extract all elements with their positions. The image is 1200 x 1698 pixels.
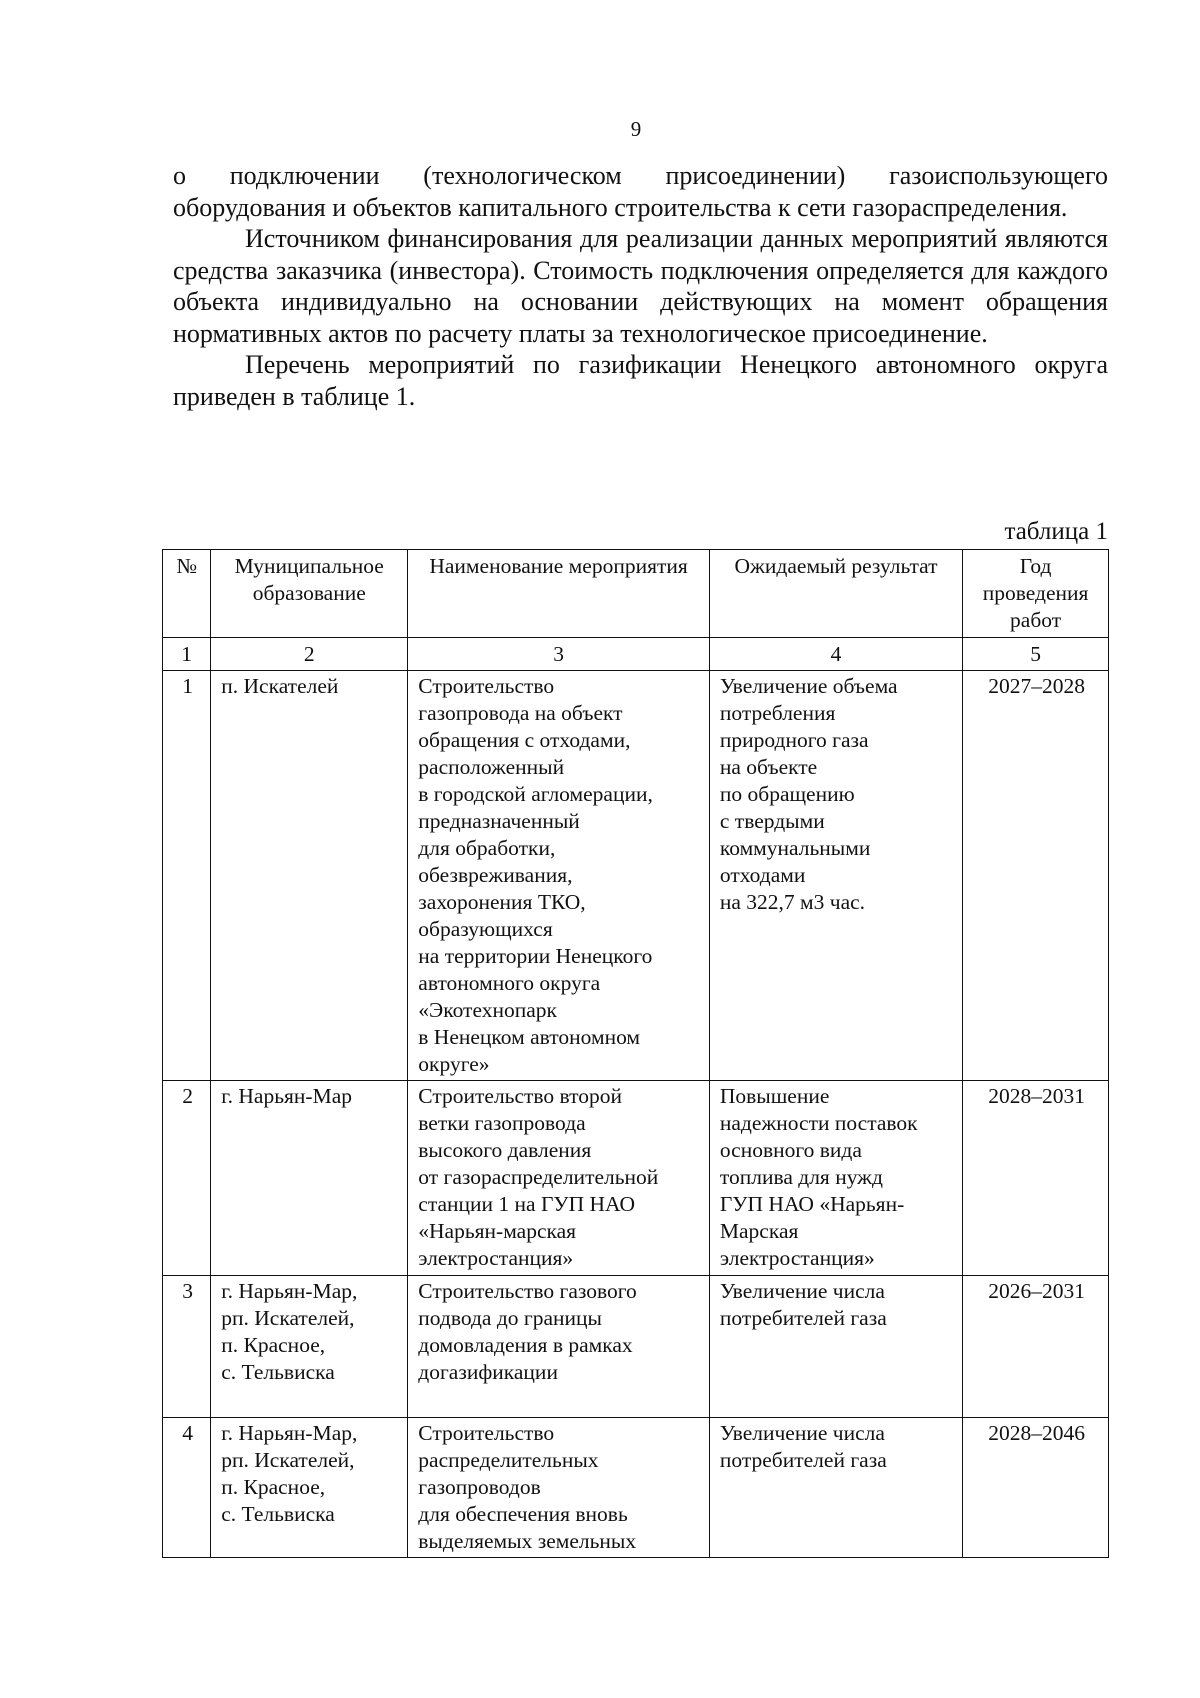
cell-line: природного газа	[719, 728, 869, 752]
cell-line: Строительство	[418, 1421, 555, 1445]
cell-line: «Экотехнопарк	[418, 998, 557, 1022]
cell-line: электростанция»	[418, 1246, 574, 1270]
row-result	[709, 1276, 962, 1418]
table-row	[163, 1081, 1109, 1276]
cell-line: Марская	[719, 1219, 799, 1243]
page-number: 9	[630, 117, 642, 141]
row-activity	[408, 1081, 710, 1276]
paragraph-financing: Источником финансирования для реализации данных мероприятий являются средства заказчика (инвестора). Стоимость подключения определяется для каждого объекта индивидуально на основании действующих на момент обращения нормативных актов по расчету платы за технологическое присоединение.	[173, 224, 1108, 348]
cell-line: для обработки,	[418, 836, 556, 860]
column-number: 2	[211, 638, 408, 671]
column-number: 4	[709, 638, 962, 671]
row-years: 2028–2031	[963, 1081, 1109, 1276]
cell-line: потребителей газа	[719, 1448, 887, 1472]
row-result	[709, 1081, 962, 1276]
cell-line: г. Нарьян-Мар	[221, 1084, 352, 1108]
cell-line: обезвреживания,	[418, 863, 573, 887]
column-number-row	[163, 638, 1109, 671]
cell-line: на территории Ненецкого	[418, 944, 653, 968]
row-municipality	[211, 1418, 408, 1558]
cell-line: топлива для нужд	[719, 1165, 883, 1189]
table-header-row	[163, 550, 1109, 638]
cell-line: распределительных	[418, 1448, 599, 1472]
cell-line: в Ненецком автономном	[418, 1025, 641, 1049]
header-years: Год проведения работ	[963, 550, 1109, 638]
cell-line: домовладения в рамках	[418, 1333, 633, 1357]
cell-line: обращения с отходами,	[418, 728, 631, 752]
column-number: 3	[408, 638, 710, 671]
row-number: 1	[163, 671, 211, 1081]
row-number: 3	[163, 1276, 211, 1418]
header-number: №	[163, 550, 211, 638]
cell-line: рп. Искателей,	[221, 1448, 355, 1472]
paragraph-continuation: о подключении (технологическом присоединении) газоиспользующего оборудования и объектов капитального строительства к сети газораспределения.	[173, 161, 1108, 222]
row-municipality	[211, 1081, 408, 1276]
column-number: 1	[163, 638, 211, 671]
cell-line: ветки газопровода	[418, 1111, 586, 1135]
cell-line: подвода до границы	[418, 1306, 602, 1330]
cell-line: станции 1 на ГУП НАО	[418, 1192, 636, 1216]
table-row	[163, 1418, 1109, 1558]
cell-line: коммунальными	[719, 836, 871, 860]
cell-line: п. Искателей	[221, 674, 339, 698]
cell-line: округе»	[418, 1052, 490, 1076]
cell-line: г. Нарьян-Мар,	[221, 1421, 358, 1445]
header-activity: Наименование мероприятия	[408, 550, 710, 638]
cell-line: надежности поставок	[719, 1111, 918, 1135]
table-row	[163, 1276, 1109, 1418]
cell-line: по обращению	[719, 782, 855, 806]
header-result: Ожидаемый результат	[709, 550, 962, 638]
cell-line: с твердыми	[719, 809, 825, 833]
cell-line: Строительство	[418, 674, 555, 698]
cell-line: ГУП НАО «Нарьян-	[719, 1192, 905, 1216]
row-result	[709, 671, 962, 1081]
cell-line: отходами	[719, 863, 806, 887]
cell-line: Увеличение объема	[719, 674, 898, 698]
table-caption: таблица 1	[1004, 518, 1108, 545]
cell-line: Увеличение числа	[719, 1421, 885, 1445]
cell-line: основного вида	[719, 1138, 862, 1162]
cell-line: предназначенный	[418, 809, 580, 833]
cell-line: для обеспечения вновь	[418, 1502, 628, 1526]
cell-line: в городской агломерации,	[418, 782, 653, 806]
gasification-table	[162, 549, 1109, 1558]
cell-line: выделяемых земельных	[418, 1529, 637, 1553]
row-years: 2028–2046	[963, 1418, 1109, 1558]
cell-line: г. Нарьян-Мар,	[221, 1279, 358, 1303]
row-number: 2	[163, 1081, 211, 1276]
cell-line: на объекте	[719, 755, 818, 779]
row-municipality	[211, 671, 408, 1081]
table-row	[163, 671, 1109, 1081]
row-activity	[408, 671, 710, 1081]
cell-line: с. Тельвиска	[221, 1502, 335, 1526]
cell-line: Строительство второй	[418, 1084, 623, 1108]
cell-line: рп. Искателей,	[221, 1306, 355, 1330]
cell-line: автономного округа	[418, 971, 601, 995]
body-text	[173, 160, 1108, 412]
row-years: 2026–2031	[963, 1276, 1109, 1418]
header-municipality: Муниципальное образование	[211, 550, 408, 638]
cell-line: потребления	[719, 701, 836, 725]
cell-line: на 322,7 м3 час.	[719, 890, 866, 914]
cell-line: газопровода на объект	[418, 701, 623, 725]
cell-line: Повышение	[719, 1084, 830, 1108]
cell-line: расположенный	[418, 755, 565, 779]
row-activity	[408, 1418, 710, 1558]
cell-line: образующихся	[418, 917, 553, 941]
row-number: 4	[163, 1418, 211, 1558]
cell-line: газопроводов	[418, 1475, 541, 1499]
cell-line: от газораспределительной	[418, 1165, 659, 1189]
cell-line: высокого давления	[418, 1138, 592, 1162]
column-number: 5	[963, 638, 1109, 671]
cell-line: электростанция»	[719, 1246, 875, 1270]
cell-line: п. Красное,	[221, 1475, 326, 1499]
cell-line: п. Красное,	[221, 1333, 326, 1357]
row-municipality	[211, 1276, 408, 1418]
cell-line: Строительство газового	[418, 1279, 637, 1303]
cell-line: «Нарьян-марская	[418, 1219, 577, 1243]
cell-line: потребителей газа	[719, 1306, 887, 1330]
row-years: 2027–2028	[963, 671, 1109, 1081]
cell-line: с. Тельвиска	[221, 1360, 335, 1384]
cell-line: захоронения ТКО,	[418, 890, 586, 914]
cell-line: Увеличение числа	[719, 1279, 885, 1303]
row-activity	[408, 1276, 710, 1418]
paragraph-table-reference: Перечень мероприятий по газификации Ненецкого автономного округа приведен в таблице 1.	[173, 350, 1108, 411]
row-result	[709, 1418, 962, 1558]
cell-line: догазификации	[418, 1360, 558, 1384]
